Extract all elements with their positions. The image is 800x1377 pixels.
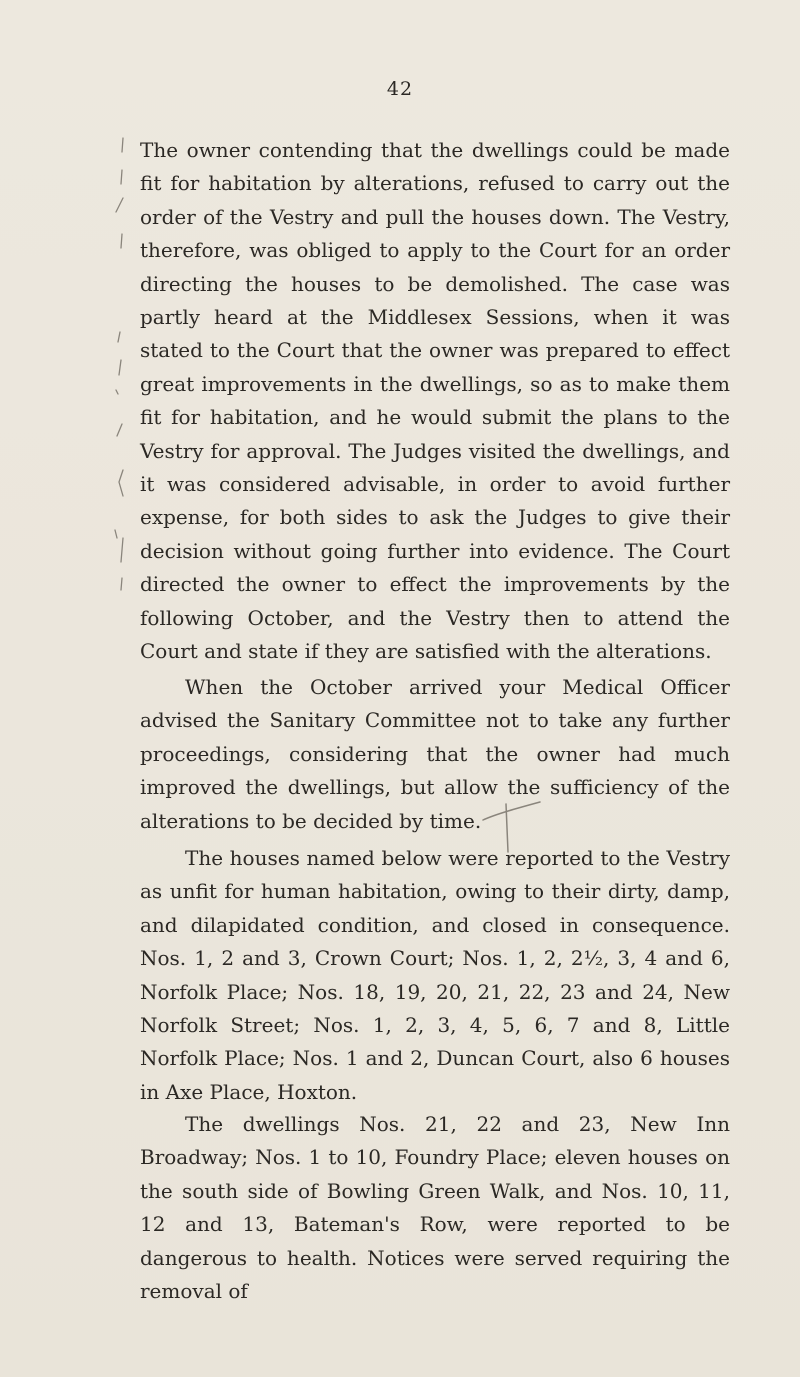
paragraph-owner-contending: The owner contending that the dwellings could be made fit for habitation by alterations, refused to carry out the order of the Vestry and pull the houses down. The Vestry, therefore, was obliged to apply to the Court for an order directing the houses to be demolished. The case was partly heard at the Middlesex Sessions, when it was stated to the Court that the owner was prepared to effect great improvements in the dwellings, so as to make them fit for habitation, and he would submit the plans to the Vestry for approval. The Judges visited the dwellings, and it was considered advisable, in order to avoid further expense, for both sides to ask the Judges to give their decision without going further into evidence. The Court directed the owner to effect the improvements by the following October, and the Vestry then to attend the Court and state if they are satisfied with the alterations. [140,138,730,664]
paragraph-dwellings-dangerous: The dwellings Nos. 21, 22 and 23, New Inn Broadway; Nos. 1 to 10, Foundry Place; eleven houses on the south side of Bowling Green Walk, and Nos. 10, 11, 12 and 13, Bateman's Row, were reported to be dangerous to health. Notices were served requiring the removal of [140,1112,730,1304]
margin-pencil-marks [110,130,140,610]
page-number: 42 [386,78,414,100]
paragraph-october-arrived: When the October arrived your Medical Officer advised the Sanitary Committee not to take any further proceedings, considering that the owner had much improved the dwellings, but allow the sufficiency of the alterations to be decided by time. [140,675,730,833]
paragraph-houses-named: The houses named below were reported to the Vestry as unfit for human habitation, owing to their dirty, damp, and dilapidated condition, and closed in consequence. Nos. 1, 2 and 3, Crown Court; Nos. 1, 2, 2½, 3, 4 and 6, Norfolk Place; Nos. 18, 19, 20, 21, 22, 23 and 24, New Norfolk Street; Nos. 1, 2, 3, 4, 5, 6, 7 and 8, Little Norfolk Place; Nos. 1 and 2, Duncan Court, also 6 houses in Axe Place, Hoxton. [140,846,730,1104]
